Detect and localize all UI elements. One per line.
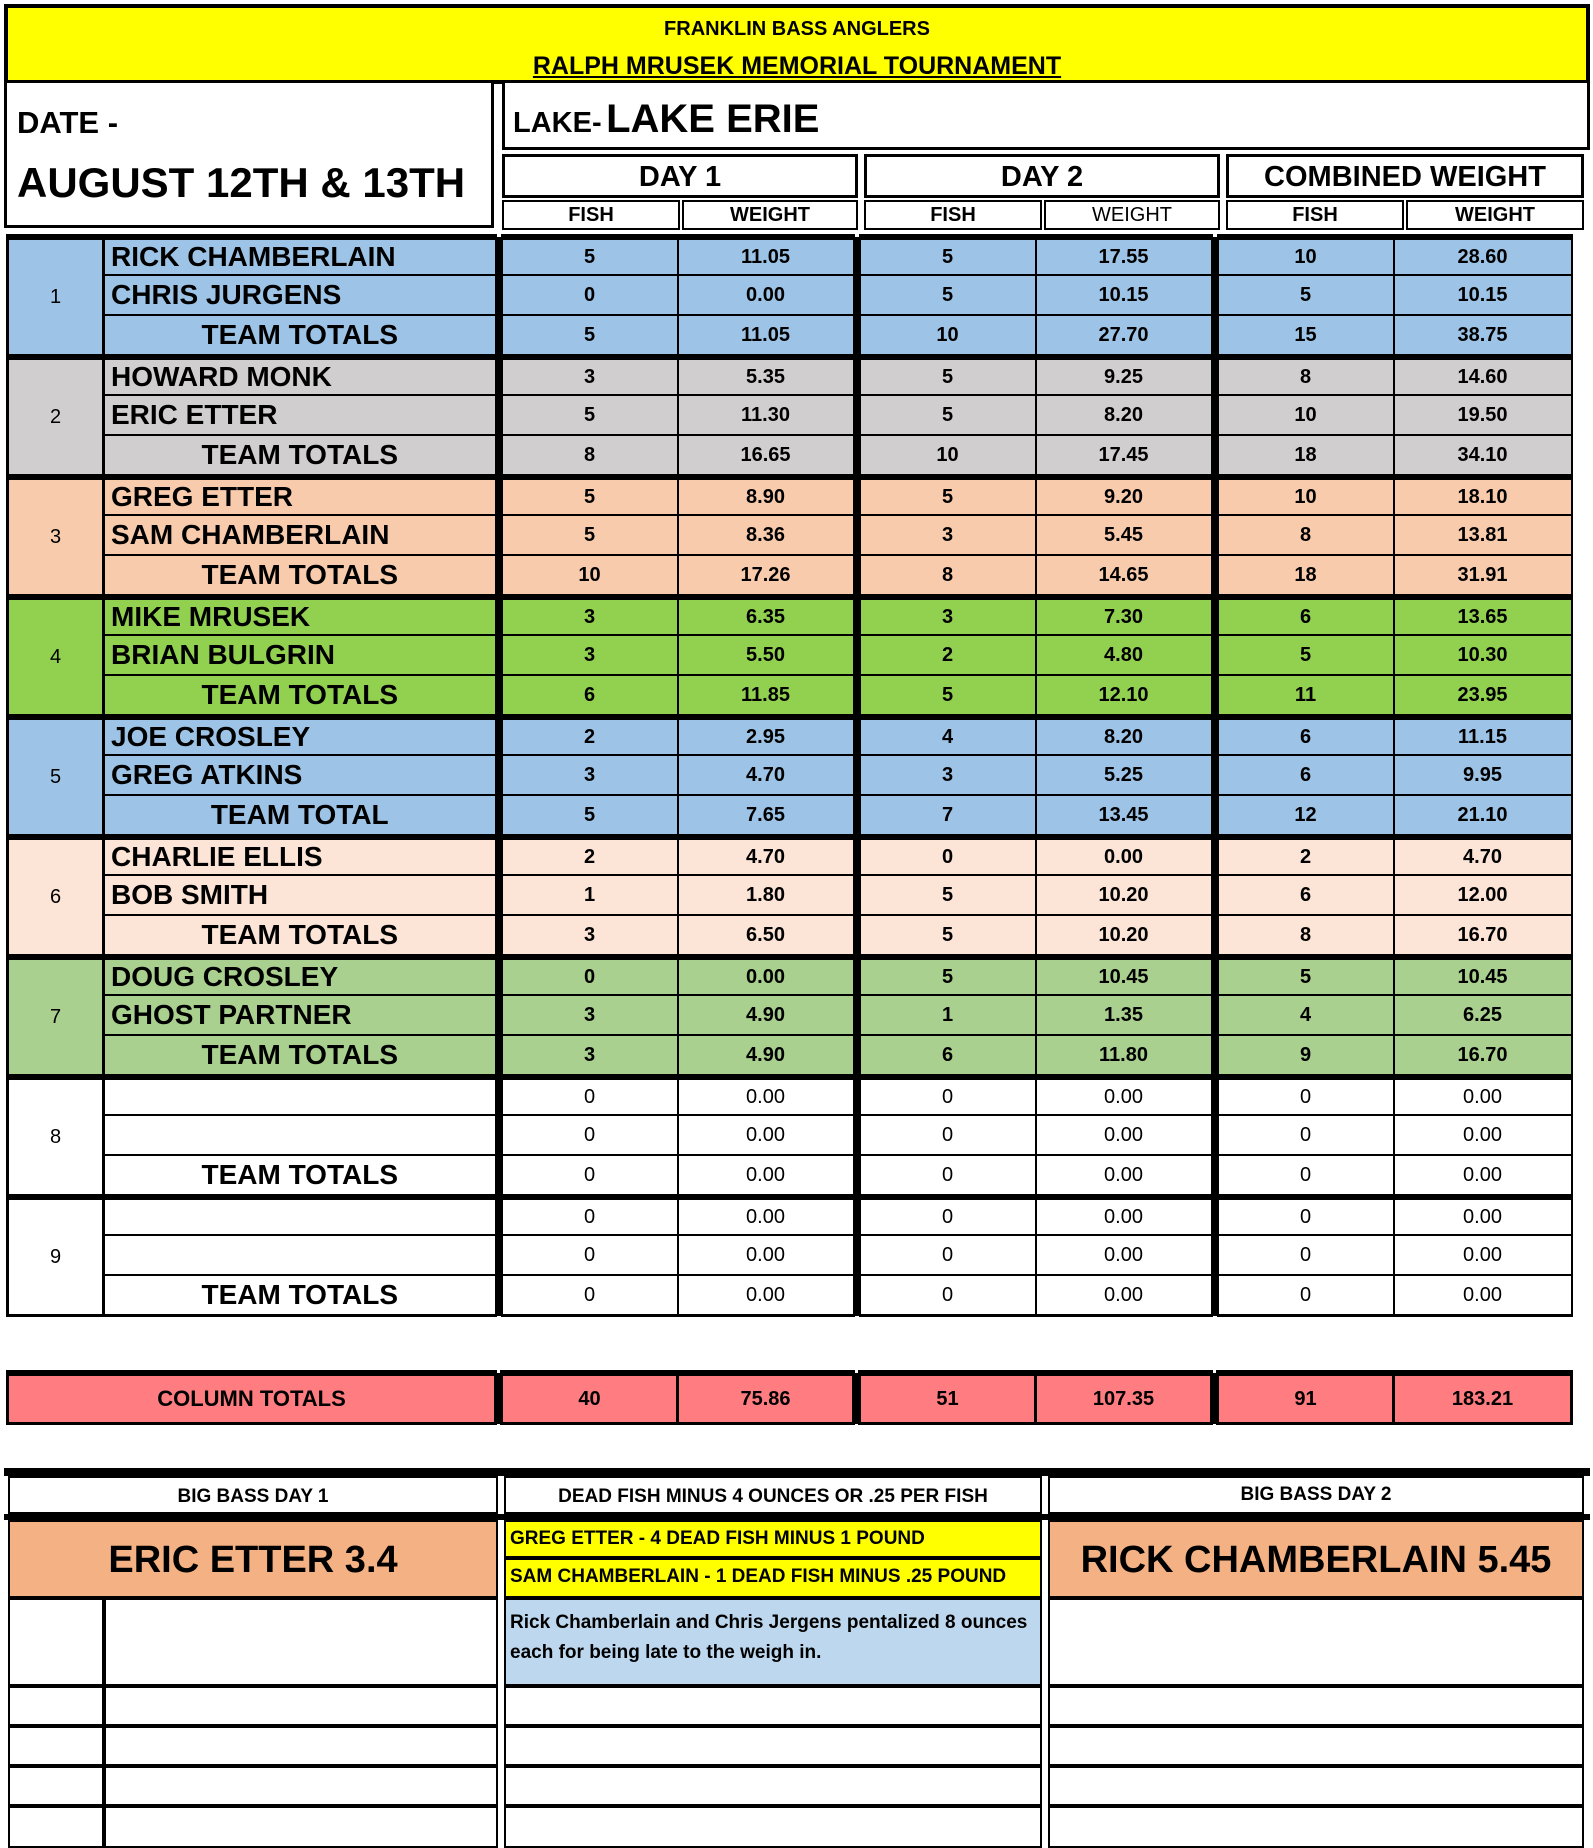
table-row bbox=[8, 357, 1572, 395]
day2-weight-cell: 10.45 bbox=[1036, 957, 1212, 995]
blank-cell bbox=[1048, 1726, 1584, 1766]
day2-weight-cell: 11.80 bbox=[1036, 1035, 1212, 1077]
table-row bbox=[8, 837, 1572, 875]
day2-weight-cell: 5.25 bbox=[1036, 755, 1212, 795]
column-totals-label: COLUMN TOTALS bbox=[8, 1373, 496, 1424]
blank-cell bbox=[504, 1726, 1042, 1766]
combined-weight-cell: 10.30 bbox=[1394, 635, 1572, 675]
day2-weight-cell: 9.25 bbox=[1036, 357, 1212, 395]
combined-weight-cell: 10.45 bbox=[1394, 957, 1572, 995]
combined-weight-cell: 6.25 bbox=[1394, 995, 1572, 1035]
day2-weight-cell: 0.00 bbox=[1036, 837, 1212, 875]
day1-fish-header: FISH bbox=[502, 200, 680, 230]
day1-weight-total: 75.86 bbox=[678, 1373, 854, 1424]
day1-weight-cell: 0.00 bbox=[678, 957, 854, 995]
big-bass-day1-winner: ERIC ETTER 3.4 bbox=[8, 1520, 498, 1598]
team-totals-label: TEAM TOTALS bbox=[104, 555, 496, 597]
table-row bbox=[8, 995, 1572, 1035]
score-grid bbox=[6, 234, 1573, 1317]
combined-fish-cell: 0 bbox=[1218, 1077, 1394, 1115]
day1-weight-header: WEIGHT bbox=[682, 200, 858, 230]
blank-cell bbox=[104, 1598, 498, 1686]
combined-fish-cell: 2 bbox=[1218, 837, 1394, 875]
day1-fish-cell: 2 bbox=[502, 717, 678, 755]
blank-cell bbox=[104, 1806, 498, 1848]
lake-label: LAKE- bbox=[513, 107, 602, 139]
table-row bbox=[8, 275, 1572, 315]
day1-weight-cell: 0.00 bbox=[678, 1077, 854, 1115]
date-box bbox=[4, 80, 494, 228]
day1-fish-cell: 0 bbox=[502, 1155, 678, 1197]
day2-weight-cell: 8.20 bbox=[1036, 717, 1212, 755]
table-row bbox=[8, 237, 1572, 275]
day1-weight-cell: 11.05 bbox=[678, 237, 854, 275]
day2-fish-cell: 5 bbox=[860, 915, 1036, 957]
table-row bbox=[8, 1035, 1572, 1077]
day2-fish-cell: 5 bbox=[860, 957, 1036, 995]
blank-cell bbox=[104, 1766, 498, 1806]
combined-fish-cell: 0 bbox=[1218, 1155, 1394, 1197]
blank-cell bbox=[1048, 1766, 1584, 1806]
day1-weight-cell: 16.65 bbox=[678, 435, 854, 477]
table-row bbox=[8, 795, 1572, 837]
day2-weight-cell: 10.20 bbox=[1036, 915, 1212, 957]
blank-cell bbox=[1048, 1598, 1584, 1686]
day2-weight-cell: 0.00 bbox=[1036, 1275, 1212, 1316]
lake-value: LAKE ERIE bbox=[606, 97, 820, 141]
day1-fish-cell: 2 bbox=[502, 837, 678, 875]
column-totals-row bbox=[6, 1370, 1573, 1425]
blank-cell bbox=[104, 1726, 498, 1766]
day2-fish-cell: 10 bbox=[860, 435, 1036, 477]
team-number: 3 bbox=[8, 477, 104, 597]
day1-weight-cell: 0.00 bbox=[678, 275, 854, 315]
day2-weight-cell: 10.20 bbox=[1036, 875, 1212, 915]
combined-weight-cell: 18.10 bbox=[1394, 477, 1572, 515]
day2-fish-cell: 5 bbox=[860, 237, 1036, 275]
angler-name: DOUG CROSLEY bbox=[104, 957, 496, 995]
day1-weight-cell: 6.35 bbox=[678, 597, 854, 635]
day2-fish-cell: 6 bbox=[860, 1035, 1036, 1077]
combined-fish-cell: 10 bbox=[1218, 395, 1394, 435]
table-row bbox=[8, 395, 1572, 435]
combined-fish-cell: 0 bbox=[1218, 1275, 1394, 1316]
day2-weight-cell: 27.70 bbox=[1036, 315, 1212, 357]
day2-fish-cell: 3 bbox=[860, 755, 1036, 795]
angler-name: GHOST PARTNER bbox=[104, 995, 496, 1035]
angler-name bbox=[104, 1235, 496, 1275]
day2-weight-cell: 0.00 bbox=[1036, 1155, 1212, 1197]
team-number: 8 bbox=[8, 1077, 104, 1197]
angler-name: BOB SMITH bbox=[104, 875, 496, 915]
day1-weight-cell: 17.26 bbox=[678, 555, 854, 597]
day1-weight-cell: 6.50 bbox=[678, 915, 854, 957]
day2-weight-cell: 0.00 bbox=[1036, 1197, 1212, 1235]
team-number: 2 bbox=[8, 357, 104, 477]
day1-weight-cell: 0.00 bbox=[678, 1115, 854, 1155]
day1-weight-cell: 11.30 bbox=[678, 395, 854, 435]
angler-name: MIKE MRUSEK bbox=[104, 597, 496, 635]
combined-fish-cell: 18 bbox=[1218, 435, 1394, 477]
day1-fish-cell: 10 bbox=[502, 555, 678, 597]
day2-fish-cell: 5 bbox=[860, 675, 1036, 717]
blank-cell bbox=[504, 1686, 1042, 1726]
table-row bbox=[8, 477, 1572, 515]
day2-fish-cell: 0 bbox=[860, 1275, 1036, 1316]
combined-fish-cell: 5 bbox=[1218, 957, 1394, 995]
day2-fish-cell: 3 bbox=[860, 597, 1036, 635]
combined-weight-cell: 13.81 bbox=[1394, 515, 1572, 555]
day1-fish-cell: 5 bbox=[502, 515, 678, 555]
day1-fish-cell: 3 bbox=[502, 597, 678, 635]
combined-weight-cell: 0.00 bbox=[1394, 1077, 1572, 1115]
team-number: 1 bbox=[8, 237, 104, 357]
combined-fish-cell: 6 bbox=[1218, 597, 1394, 635]
day1-fish-total: 40 bbox=[502, 1373, 678, 1424]
combined-weight-cell: 16.70 bbox=[1394, 1035, 1572, 1077]
team-number: 7 bbox=[8, 957, 104, 1077]
angler-name: ERIC ETTER bbox=[104, 395, 496, 435]
divider bbox=[4, 1468, 1590, 1476]
day2-fish-cell: 2 bbox=[860, 635, 1036, 675]
team-totals-label: TEAM TOTALS bbox=[104, 315, 496, 357]
day2-weight-header: WEIGHT bbox=[1044, 200, 1220, 230]
angler-name bbox=[104, 1197, 496, 1235]
table-row bbox=[8, 1077, 1572, 1115]
team-totals-label: TEAM TOTALS bbox=[104, 915, 496, 957]
day1-fish-cell: 3 bbox=[502, 995, 678, 1035]
day2-fish-total: 51 bbox=[860, 1373, 1036, 1424]
team-totals-label: TEAM TOTALS bbox=[104, 1155, 496, 1197]
day2-weight-cell: 0.00 bbox=[1036, 1235, 1212, 1275]
team-number: 9 bbox=[8, 1197, 104, 1316]
day2-weight-cell: 13.45 bbox=[1036, 795, 1212, 837]
team-totals-label: TEAM TOTALS bbox=[104, 675, 496, 717]
blank-cell bbox=[8, 1766, 104, 1806]
day1-weight-cell: 8.90 bbox=[678, 477, 854, 515]
day2-weight-cell: 8.20 bbox=[1036, 395, 1212, 435]
day2-weight-cell: 9.20 bbox=[1036, 477, 1212, 515]
team-totals-label: TEAM TOTALS bbox=[104, 435, 496, 477]
day1-fish-cell: 6 bbox=[502, 675, 678, 717]
day1-weight-cell: 5.35 bbox=[678, 357, 854, 395]
day1-fish-cell: 1 bbox=[502, 875, 678, 915]
table-row bbox=[8, 635, 1572, 675]
dead-fish-entry: SAM CHAMBERLAIN - 1 DEAD FISH MINUS .25 POUND bbox=[504, 1558, 1042, 1598]
day1-weight-cell: 7.65 bbox=[678, 795, 854, 837]
day1-fish-cell: 0 bbox=[502, 1235, 678, 1275]
day2-weight-cell: 4.80 bbox=[1036, 635, 1212, 675]
combined-fish-cell: 8 bbox=[1218, 357, 1394, 395]
table-row bbox=[8, 597, 1572, 635]
combined-weight-cell: 23.95 bbox=[1394, 675, 1572, 717]
tournament-name: RALPH MRUSEK MEMORIAL TOURNAMENT bbox=[532, 52, 1062, 80]
date-value: AUGUST 12TH & 13TH bbox=[17, 159, 466, 206]
table-row bbox=[8, 755, 1572, 795]
day1-fish-cell: 3 bbox=[502, 635, 678, 675]
day1-fish-cell: 0 bbox=[502, 1115, 678, 1155]
day2-weight-cell: 1.35 bbox=[1036, 995, 1212, 1035]
penalty-note: Rick Chamberlain and Chris Jergens pentalized 8 ounces each for being late to the weigh in. bbox=[504, 1598, 1042, 1686]
big-bass-day1-label: BIG BASS DAY 1 bbox=[8, 1476, 498, 1514]
day2-fish-cell: 5 bbox=[860, 875, 1036, 915]
combined-fish-cell: 15 bbox=[1218, 315, 1394, 357]
day2-weight-total: 107.35 bbox=[1036, 1373, 1212, 1424]
combined-weight-cell: 0.00 bbox=[1394, 1155, 1572, 1197]
day2-fish-cell: 10 bbox=[860, 315, 1036, 357]
angler-name: JOE CROSLEY bbox=[104, 717, 496, 755]
combined-fish-cell: 8 bbox=[1218, 915, 1394, 957]
day2-weight-cell: 10.15 bbox=[1036, 275, 1212, 315]
combined-fish-cell: 0 bbox=[1218, 1115, 1394, 1155]
day1-fish-cell: 8 bbox=[502, 435, 678, 477]
combined-weight-cell: 38.75 bbox=[1394, 315, 1572, 357]
blank-cell bbox=[1048, 1806, 1584, 1848]
angler-name: BRIAN BULGRIN bbox=[104, 635, 496, 675]
day2-weight-cell: 17.55 bbox=[1036, 237, 1212, 275]
blank-cell bbox=[1048, 1686, 1584, 1726]
combined-fish-cell: 10 bbox=[1218, 477, 1394, 515]
day2-fish-cell: 0 bbox=[860, 1115, 1036, 1155]
combined-weight-cell: 12.00 bbox=[1394, 875, 1572, 915]
combined-fish-header: FISH bbox=[1226, 200, 1404, 230]
dead-fish-label: DEAD FISH MINUS 4 OUNCES OR .25 PER FISH bbox=[504, 1476, 1042, 1514]
combined-weight-cell: 34.10 bbox=[1394, 435, 1572, 477]
big-bass-day2-winner: RICK CHAMBERLAIN 5.45 bbox=[1048, 1520, 1584, 1598]
day1-weight-cell: 4.70 bbox=[678, 837, 854, 875]
angler-name: SAM CHAMBERLAIN bbox=[104, 515, 496, 555]
table-row bbox=[8, 1235, 1572, 1275]
day1-weight-cell: 0.00 bbox=[678, 1275, 854, 1316]
day2-fish-cell: 4 bbox=[860, 717, 1036, 755]
day2-weight-cell: 5.45 bbox=[1036, 515, 1212, 555]
day1-fish-cell: 3 bbox=[502, 357, 678, 395]
dead-fish-entry: GREG ETTER - 4 DEAD FISH MINUS 1 POUND bbox=[504, 1520, 1042, 1558]
blank-cell bbox=[8, 1806, 104, 1848]
day1-fish-cell: 0 bbox=[502, 1275, 678, 1316]
day2-header: DAY 2 bbox=[864, 154, 1220, 198]
table-row bbox=[8, 1155, 1572, 1197]
combined-fish-cell: 10 bbox=[1218, 237, 1394, 275]
table-row bbox=[8, 915, 1572, 957]
combined-weight-cell: 31.91 bbox=[1394, 555, 1572, 597]
combined-weight-cell: 0.00 bbox=[1394, 1115, 1572, 1155]
day2-fish-header: FISH bbox=[864, 200, 1042, 230]
day1-weight-cell: 11.05 bbox=[678, 315, 854, 357]
angler-name: RICK CHAMBERLAIN bbox=[104, 237, 496, 275]
day1-weight-cell: 4.90 bbox=[678, 995, 854, 1035]
combined-weight-cell: 19.50 bbox=[1394, 395, 1572, 435]
combined-weight-cell: 21.10 bbox=[1394, 795, 1572, 837]
table-row bbox=[8, 875, 1572, 915]
day1-weight-cell: 0.00 bbox=[678, 1197, 854, 1235]
team-number: 6 bbox=[8, 837, 104, 957]
combined-fish-cell: 11 bbox=[1218, 675, 1394, 717]
day1-weight-cell: 0.00 bbox=[678, 1235, 854, 1275]
blank-cell bbox=[104, 1686, 498, 1726]
combined-weight-cell: 16.70 bbox=[1394, 915, 1572, 957]
day1-weight-cell: 5.50 bbox=[678, 635, 854, 675]
angler-name: CHARLIE ELLIS bbox=[104, 837, 496, 875]
combined-weight-cell: 9.95 bbox=[1394, 755, 1572, 795]
day1-fish-cell: 3 bbox=[502, 1035, 678, 1077]
blank-cell bbox=[8, 1598, 104, 1686]
team-totals-label: TEAM TOTALS bbox=[104, 1035, 496, 1077]
table-row bbox=[8, 1115, 1572, 1155]
blank-cell bbox=[8, 1686, 104, 1726]
combined-fish-cell: 0 bbox=[1218, 1235, 1394, 1275]
table-row bbox=[8, 315, 1572, 357]
combined-fish-cell: 6 bbox=[1218, 755, 1394, 795]
day2-weight-cell: 14.65 bbox=[1036, 555, 1212, 597]
day1-fish-cell: 3 bbox=[502, 755, 678, 795]
day1-fish-cell: 5 bbox=[502, 237, 678, 275]
day1-weight-cell: 11.85 bbox=[678, 675, 854, 717]
combined-fish-total: 91 bbox=[1218, 1373, 1394, 1424]
combined-fish-cell: 5 bbox=[1218, 635, 1394, 675]
combined-fish-cell: 9 bbox=[1218, 1035, 1394, 1077]
combined-weight-cell: 0.00 bbox=[1394, 1275, 1572, 1316]
day2-weight-cell: 0.00 bbox=[1036, 1077, 1212, 1115]
day1-weight-cell: 1.80 bbox=[678, 875, 854, 915]
combined-fish-cell: 8 bbox=[1218, 515, 1394, 555]
day2-fish-cell: 7 bbox=[860, 795, 1036, 837]
combined-weight-cell: 13.65 bbox=[1394, 597, 1572, 635]
day2-fish-cell: 1 bbox=[860, 995, 1036, 1035]
day2-fish-cell: 3 bbox=[860, 515, 1036, 555]
day1-fish-cell: 5 bbox=[502, 795, 678, 837]
team-number: 4 bbox=[8, 597, 104, 717]
day2-fish-cell: 0 bbox=[860, 1197, 1036, 1235]
combined-weight-cell: 14.60 bbox=[1394, 357, 1572, 395]
day1-weight-cell: 0.00 bbox=[678, 1155, 854, 1197]
combined-weight-cell: 28.60 bbox=[1394, 237, 1572, 275]
combined-header: COMBINED WEIGHT bbox=[1226, 154, 1584, 198]
angler-name: GREG ATKINS bbox=[104, 755, 496, 795]
day1-header: DAY 1 bbox=[502, 154, 858, 198]
angler-name: HOWARD MONK bbox=[104, 357, 496, 395]
big-bass-day2-label: BIG BASS DAY 2 bbox=[1048, 1476, 1584, 1514]
table-row bbox=[8, 515, 1572, 555]
day2-fish-cell: 0 bbox=[860, 837, 1036, 875]
day1-fish-cell: 5 bbox=[502, 315, 678, 357]
combined-weight-cell: 0.00 bbox=[1394, 1197, 1572, 1235]
combined-weight-cell: 4.70 bbox=[1394, 837, 1572, 875]
day1-fish-cell: 5 bbox=[502, 477, 678, 515]
day2-fish-cell: 5 bbox=[860, 275, 1036, 315]
angler-name: GREG ETTER bbox=[104, 477, 496, 515]
blank-cell bbox=[504, 1806, 1042, 1848]
score-table bbox=[6, 234, 1573, 1317]
day1-fish-cell: 3 bbox=[502, 915, 678, 957]
day1-weight-cell: 4.90 bbox=[678, 1035, 854, 1077]
day1-fish-cell: 0 bbox=[502, 957, 678, 995]
combined-fish-cell: 6 bbox=[1218, 875, 1394, 915]
day2-weight-cell: 7.30 bbox=[1036, 597, 1212, 635]
table-row bbox=[8, 435, 1572, 477]
day2-fish-cell: 5 bbox=[860, 357, 1036, 395]
combined-weight-cell: 11.15 bbox=[1394, 717, 1572, 755]
combined-weight-header: WEIGHT bbox=[1406, 200, 1584, 230]
title-banner bbox=[4, 4, 1590, 84]
day2-fish-cell: 0 bbox=[860, 1077, 1036, 1115]
blank-cell bbox=[8, 1726, 104, 1766]
angler-name bbox=[104, 1115, 496, 1155]
team-number: 5 bbox=[8, 717, 104, 837]
team-totals-label: TEAM TOTAL bbox=[104, 795, 496, 837]
day1-fish-cell: 0 bbox=[502, 275, 678, 315]
table-row bbox=[8, 555, 1572, 597]
day1-fish-cell: 0 bbox=[502, 1077, 678, 1115]
combined-fish-cell: 4 bbox=[1218, 995, 1394, 1035]
day2-weight-cell: 0.00 bbox=[1036, 1115, 1212, 1155]
table-row bbox=[8, 1275, 1572, 1316]
day1-weight-cell: 8.36 bbox=[678, 515, 854, 555]
table-row bbox=[8, 1197, 1572, 1235]
combined-fish-cell: 18 bbox=[1218, 555, 1394, 597]
combined-weight-cell: 10.15 bbox=[1394, 275, 1572, 315]
day2-fish-cell: 8 bbox=[860, 555, 1036, 597]
day2-fish-cell: 5 bbox=[860, 395, 1036, 435]
day2-fish-cell: 5 bbox=[860, 477, 1036, 515]
day2-weight-cell: 17.45 bbox=[1036, 435, 1212, 477]
day2-weight-cell: 12.10 bbox=[1036, 675, 1212, 717]
blank-cell bbox=[504, 1766, 1042, 1806]
date-label: DATE - bbox=[17, 105, 119, 140]
combined-weight-total: 183.21 bbox=[1394, 1373, 1572, 1424]
combined-fish-cell: 12 bbox=[1218, 795, 1394, 837]
day1-weight-cell: 2.95 bbox=[678, 717, 854, 755]
angler-name: CHRIS JURGENS bbox=[104, 275, 496, 315]
combined-fish-cell: 6 bbox=[1218, 717, 1394, 755]
day1-weight-cell: 4.70 bbox=[678, 755, 854, 795]
table-row bbox=[8, 717, 1572, 755]
angler-name bbox=[104, 1077, 496, 1115]
team-totals-label: TEAM TOTALS bbox=[104, 1275, 496, 1316]
lake-box bbox=[502, 80, 1590, 150]
combined-fish-cell: 0 bbox=[1218, 1197, 1394, 1235]
day2-fish-cell: 0 bbox=[860, 1155, 1036, 1197]
day1-fish-cell: 0 bbox=[502, 1197, 678, 1235]
table-row bbox=[8, 675, 1572, 717]
combined-weight-cell: 0.00 bbox=[1394, 1235, 1572, 1275]
day2-fish-cell: 0 bbox=[860, 1235, 1036, 1275]
day1-fish-cell: 5 bbox=[502, 395, 678, 435]
table-row bbox=[8, 957, 1572, 995]
combined-fish-cell: 5 bbox=[1218, 275, 1394, 315]
org-name: FRANKLIN BASS ANGLERS bbox=[664, 18, 930, 40]
